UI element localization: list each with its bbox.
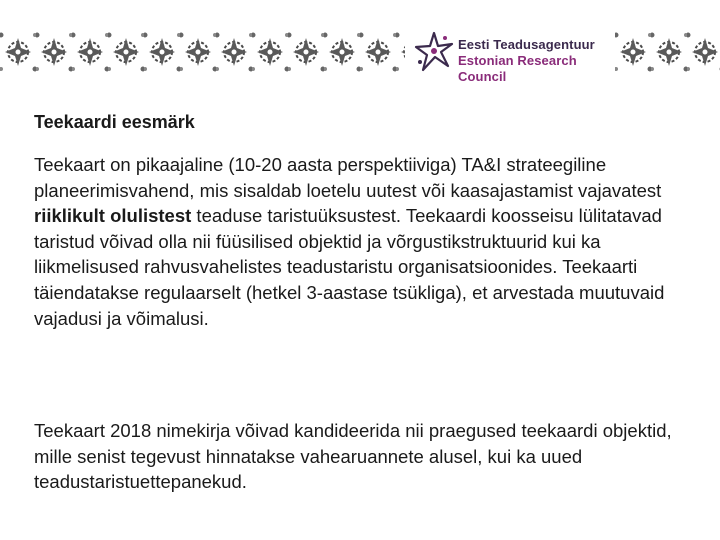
logo-text-estonian: Eesti Teadusagentuur — [458, 37, 595, 52]
paragraph-candidates: Teekaart 2018 nimekirja võivad kandideerida nii praegused teekaardi objektid, mille senist tegevust hinnatakse vahearuannete alusel, kui ka uued teadustaristuettepanekud. — [34, 420, 672, 493]
header-banner — [0, 22, 720, 82]
paragraph-text: Teekaart on pikaajaline (10-20 aasta perspektiiviga) TA&I strateegiline planeerimisvahend, mis sisaldab loetelu uutest või kaasajastamist vajavatest — [34, 154, 662, 201]
etag-star-logo-icon — [414, 30, 456, 74]
emphasis-text: riiklikult olulistest — [34, 205, 192, 227]
etag-logo — [410, 22, 615, 82]
page-title: Teekaardi eesmärk — [34, 112, 195, 132]
decorative-pattern-icon — [615, 30, 720, 74]
logo-text-english: Estonian Research Council — [458, 53, 577, 84]
paragraph-text: teaduse taristuüksustest. Teekaardi koosseisu lülitatavad taristud võivad olla nii füüsilised objektid ja võrgustikstruktuurid kui ka liikmelisused rahvusvahelistes teadustaristu organisatsioonides. Teekaarti täiendatakse regulaarselt (hetkel 3-aastase tsükliga), et arvestada muutuvaid vajadusi ja võimalusi. — [34, 205, 665, 329]
decorative-pattern-icon — [0, 30, 405, 74]
paragraph-definition — [34, 152, 699, 331]
